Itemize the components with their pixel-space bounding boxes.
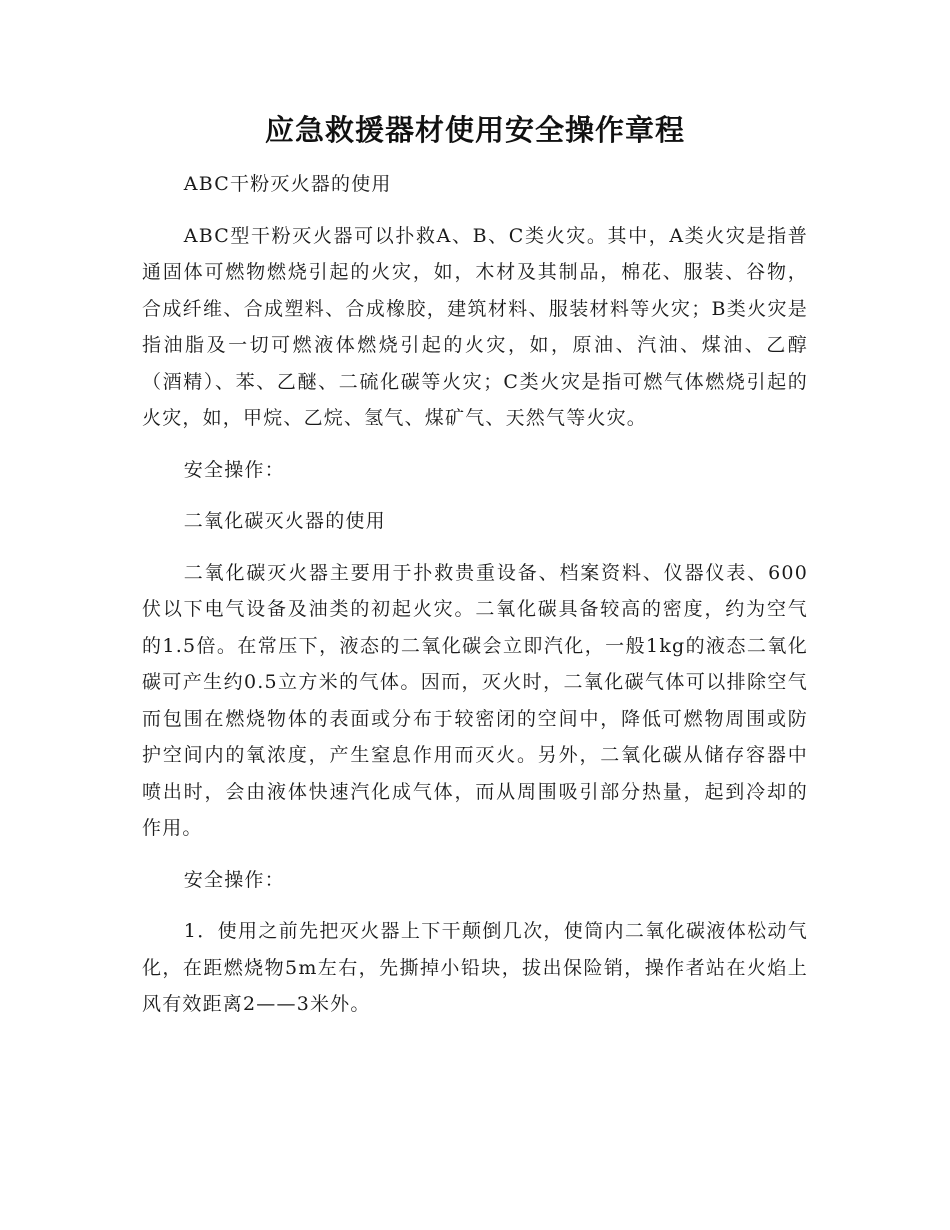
paragraph-abc-description: ABC型干粉灭火器可以扑救A、B、C类火灾。其中，A类火灾是指普通固体可燃物燃烧引起的火灾，如，木材及其制品，棉花、服装、谷物，合成纤维、合成塑料、合成橡胶，建筑材料、服装材料等火灾；B类火灾是指油脂及一切可燃液体燃烧引起的火灾，如，原油、汽油、煤油、乙醇（酒精）、苯、乙醚、二硫化碳等火灾；C类火灾是指可燃气体燃烧引起的火灾，如，甲烷、乙烷、氢气、煤矿气、天然气等火灾。 bbox=[142, 224, 808, 429]
paragraph-step-1: 1．使用之前先把灭火器上下干颠倒几次，使筒内二氧化碳液体松动气化，在距燃烧物5m左右，先撕掉小铅块，拔出保险销，操作者站在火焰上风有效距离2——3米外。 bbox=[142, 920, 808, 1015]
safety-operation-label: 安全操作： bbox=[183, 458, 285, 481]
document-page bbox=[142, 108, 808, 1023]
section-heading-co2-extinguisher: 二氧化碳灭火器的使用 bbox=[183, 510, 386, 532]
safety-operation-label: 安全操作： bbox=[183, 868, 285, 891]
section-heading-abc-extinguisher: ABC干粉灭火器的使用 bbox=[183, 173, 392, 195]
paragraph-co2-description: 二氧化碳灭火器主要用于扑救贵重设备、档案资料、仪器仪表、600伏以下电气设备及油类的初起火灾。二氧化碳具备较高的密度，约为空气的1.5倍。在常压下，液态的二氧化碳会立即汽化，一般1kg的液态二氧化碳可产生约0.5立方米的气体。因而，灭火时，二氧化碳气体可以排除空气而包围在燃烧物体的表面或分布于较密闭的空间中，降低可燃物周围或防护空间内的氧浓度，产生窒息作用而灭火。另外，二氧化碳从储存容器中喷出时，会由液体快速汽化成气体，而从周围吸引部分热量，起到冷却的作用。 bbox=[142, 561, 808, 839]
document-title: 应急救援器材使用安全操作章程 bbox=[264, 113, 685, 147]
